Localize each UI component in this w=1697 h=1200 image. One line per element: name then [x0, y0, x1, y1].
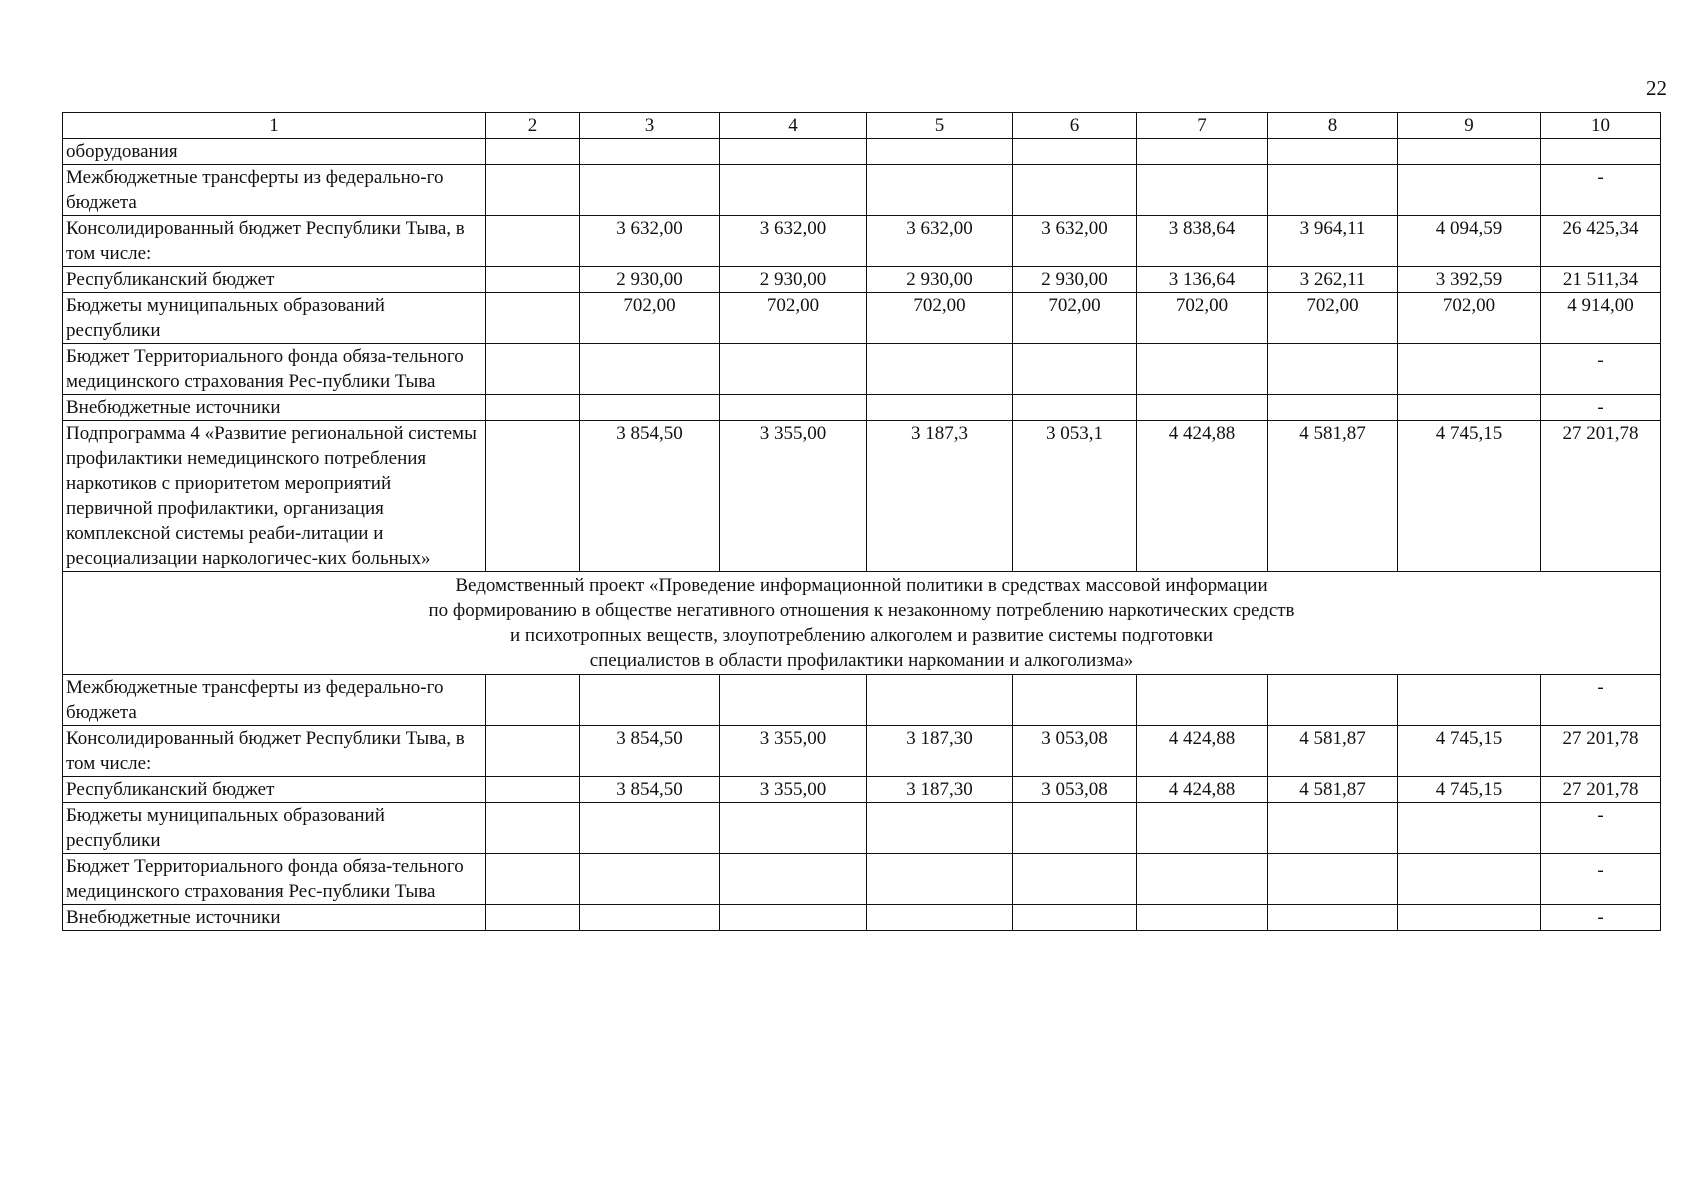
row-label: Бюджеты муниципальных образований республики: [63, 293, 486, 344]
cell: [1268, 139, 1398, 165]
cell: [486, 777, 580, 803]
cell: [486, 675, 580, 726]
cell: [486, 344, 580, 395]
table-row: [63, 854, 1661, 905]
cell: [1137, 803, 1268, 854]
cell: [1398, 139, 1541, 165]
table-row: [63, 905, 1661, 931]
cell: 4 745,15: [1398, 777, 1541, 803]
cell: 3 632,00: [1013, 216, 1137, 267]
row-label: Бюджет Территориального фонда обяза-тельного медицинского страхования Рес-публики Тыва: [63, 854, 486, 905]
cell: 27 201,78: [1541, 777, 1661, 803]
column-header: 4: [720, 113, 867, 139]
cell: 3 355,00: [720, 726, 867, 777]
row-label: Бюджеты муниципальных образований республики: [63, 803, 486, 854]
cell: [720, 905, 867, 931]
table-row: [63, 267, 1661, 293]
table-row: [63, 165, 1661, 216]
cell: 3 964,11: [1268, 216, 1398, 267]
column-header: 5: [867, 113, 1013, 139]
cell: [1398, 905, 1541, 931]
cell: 2 930,00: [720, 267, 867, 293]
cell: [486, 905, 580, 931]
table-row: [63, 293, 1661, 344]
cell: 3 053,1: [1013, 421, 1137, 572]
cell: 702,00: [1137, 293, 1268, 344]
cell: [1013, 395, 1137, 421]
row-label: Республиканский бюджет: [63, 777, 486, 803]
cell: [486, 216, 580, 267]
table-row: [63, 216, 1661, 267]
section-title-line: Ведомственный проект «Проведение информационной политики в средствах массовой информации: [455, 575, 1268, 596]
cell: 3 053,08: [1013, 726, 1137, 777]
cell: [867, 344, 1013, 395]
cell: 702,00: [1013, 293, 1137, 344]
table-row: [63, 395, 1661, 421]
cell: [720, 395, 867, 421]
cell: [486, 421, 580, 572]
cell: [486, 165, 580, 216]
table-row: [63, 344, 1661, 395]
cell: [867, 395, 1013, 421]
row-label: Внебюджетные источники: [63, 905, 486, 931]
cell: [1137, 395, 1268, 421]
cell: [1398, 854, 1541, 905]
cell: [1398, 803, 1541, 854]
cell: 4 581,87: [1268, 421, 1398, 572]
cell: [867, 165, 1013, 216]
cell: -: [1541, 395, 1661, 421]
cell: [867, 675, 1013, 726]
cell: -: [1541, 854, 1661, 905]
cell: 3 632,00: [580, 216, 720, 267]
cell: [486, 854, 580, 905]
column-header: 8: [1268, 113, 1398, 139]
cell: -: [1541, 165, 1661, 216]
cell: [486, 803, 580, 854]
cell: 702,00: [1398, 293, 1541, 344]
column-header: 3: [580, 113, 720, 139]
cell: [1541, 139, 1661, 165]
cell: [1013, 854, 1137, 905]
cell: 3 355,00: [720, 421, 867, 572]
cell: [867, 905, 1013, 931]
cell: 3 854,50: [580, 421, 720, 572]
cell: [867, 803, 1013, 854]
cell: [1013, 165, 1137, 216]
cell: [720, 344, 867, 395]
section-title: [63, 572, 1661, 675]
table-row: [63, 803, 1661, 854]
cell: [1137, 675, 1268, 726]
table-row: [63, 675, 1661, 726]
cell: [580, 803, 720, 854]
column-header: 2: [486, 113, 580, 139]
cell: 4 424,88: [1137, 777, 1268, 803]
cell: 21 511,34: [1541, 267, 1661, 293]
section-title-line: по формированию в обществе негативного отношения к незаконному потреблению наркотических средств: [428, 600, 1295, 621]
cell: -: [1541, 905, 1661, 931]
page-number: 22: [1646, 76, 1667, 100]
cell: [1013, 803, 1137, 854]
cell: -: [1541, 344, 1661, 395]
cell: 2 930,00: [580, 267, 720, 293]
cell: [486, 726, 580, 777]
cell: 4 745,15: [1398, 421, 1541, 572]
row-label: Бюджет Территориального фонда обяза-тельного медицинского страхования Рес-публики Тыва: [63, 344, 486, 395]
cell: 3 053,08: [1013, 777, 1137, 803]
cell: [720, 803, 867, 854]
cell: [580, 675, 720, 726]
cell: [1268, 803, 1398, 854]
cell: 3 262,11: [1268, 267, 1398, 293]
cell: 3 632,00: [720, 216, 867, 267]
cell: [486, 267, 580, 293]
cell: [1268, 905, 1398, 931]
cell: [580, 905, 720, 931]
row-label: Республиканский бюджет: [63, 267, 486, 293]
cell: 4 094,59: [1398, 216, 1541, 267]
row-label: Консолидированный бюджет Республики Тыва, в том числе:: [63, 216, 486, 267]
section-title-line: и психотропных веществ, злоупотреблению алкоголем и развитие системы подготовки: [509, 625, 1214, 646]
cell: [1398, 395, 1541, 421]
cell: [580, 139, 720, 165]
cell: 4 581,87: [1268, 726, 1398, 777]
cell: 2 930,00: [867, 267, 1013, 293]
cell: [1013, 139, 1137, 165]
cell: 4 914,00: [1541, 293, 1661, 344]
cell: [486, 139, 580, 165]
row-label: Внебюджетные источники: [63, 395, 486, 421]
cell: [1013, 905, 1137, 931]
cell: 3 187,30: [867, 726, 1013, 777]
cell: 3 632,00: [867, 216, 1013, 267]
cell: 4 424,88: [1137, 421, 1268, 572]
cell: 27 201,78: [1541, 726, 1661, 777]
cell: 3 187,3: [867, 421, 1013, 572]
cell: [486, 395, 580, 421]
table-row: [63, 139, 1661, 165]
cell: 3 187,30: [867, 777, 1013, 803]
section-title-line: специалистов в области профилактики наркомании и алкоголизма»: [589, 650, 1134, 671]
row-label: Межбюджетные трансферты из федерально-го бюджета: [63, 165, 486, 216]
cell: [580, 395, 720, 421]
column-header: 9: [1398, 113, 1541, 139]
cell: [1137, 165, 1268, 216]
cell: 3 838,64: [1137, 216, 1268, 267]
cell: [580, 344, 720, 395]
cell: [580, 165, 720, 216]
cell: 3 136,64: [1137, 267, 1268, 293]
column-header: 10: [1541, 113, 1661, 139]
cell: [720, 165, 867, 216]
cell: 702,00: [720, 293, 867, 344]
table-row: [63, 726, 1661, 777]
cell: [720, 675, 867, 726]
cell: 4 745,15: [1398, 726, 1541, 777]
column-header: 6: [1013, 113, 1137, 139]
cell: -: [1541, 675, 1661, 726]
row-label: Консолидированный бюджет Республики Тыва, в том числе:: [63, 726, 486, 777]
cell: [1268, 344, 1398, 395]
cell: [1398, 344, 1541, 395]
cell: [486, 293, 580, 344]
cell: [1398, 675, 1541, 726]
cell: [1268, 854, 1398, 905]
table-row: [63, 421, 1661, 572]
cell: 4 581,87: [1268, 777, 1398, 803]
column-header-row: [63, 113, 1661, 139]
budget-table: [62, 112, 1661, 931]
cell: [867, 139, 1013, 165]
cell: 3 392,59: [1398, 267, 1541, 293]
cell: [1268, 675, 1398, 726]
column-header: 1: [63, 113, 486, 139]
row-label: Подпрограмма 4 «Развитие региональной системы профилактики немедицинского потребления наркотиков с приоритетом мероприятий первичной профилактики, организация комплексной системы реаби-литации и ресоциализации наркологичес-ких больных»: [63, 421, 486, 572]
cell: 702,00: [1268, 293, 1398, 344]
cell: 3 854,50: [580, 777, 720, 803]
cell: [1398, 165, 1541, 216]
cell: [1013, 344, 1137, 395]
cell: [1013, 675, 1137, 726]
table-row: [63, 777, 1661, 803]
cell: 26 425,34: [1541, 216, 1661, 267]
cell: 2 930,00: [1013, 267, 1137, 293]
cell: [1137, 344, 1268, 395]
cell: 4 424,88: [1137, 726, 1268, 777]
cell: 27 201,78: [1541, 421, 1661, 572]
cell: [1137, 854, 1268, 905]
row-label: Межбюджетные трансферты из федерально-го бюджета: [63, 675, 486, 726]
cell: 702,00: [867, 293, 1013, 344]
cell: 702,00: [580, 293, 720, 344]
cell: [720, 139, 867, 165]
cell: [867, 854, 1013, 905]
cell: [720, 854, 867, 905]
cell: [580, 854, 720, 905]
cell: [1268, 165, 1398, 216]
cell: 3 355,00: [720, 777, 867, 803]
cell: [1268, 395, 1398, 421]
column-header: 7: [1137, 113, 1268, 139]
section-header-row: [63, 572, 1661, 675]
cell: [1137, 905, 1268, 931]
cell: 3 854,50: [580, 726, 720, 777]
cell: [1137, 139, 1268, 165]
row-label: оборудования: [63, 139, 486, 165]
cell: -: [1541, 803, 1661, 854]
